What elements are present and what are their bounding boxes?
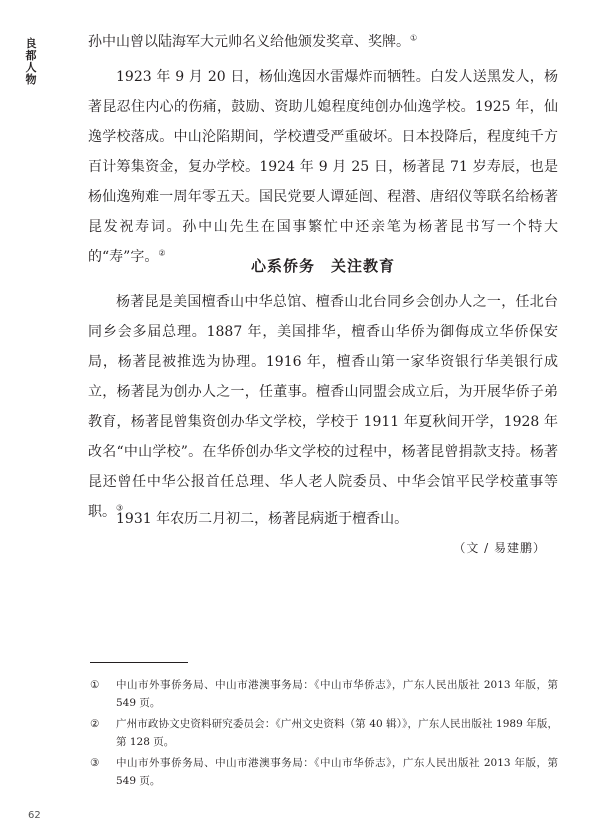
footnote-mark: ① [90,679,100,691]
side-label-char: 人 [25,61,37,74]
footnote-text: 中山市外事侨务局、中山市港澳事务局：《中山市华侨志》，广东人民出版社 2013 年版，第 549 页。 [116,757,558,787]
section-heading: 心系侨务 关注教育 [250,257,395,275]
paragraph-continuation [88,27,558,57]
footnote-item [90,715,558,751]
paragraph-text: 1923 年 9 月 20 日，杨仙逸因水雷爆炸而牺牲。白发人送黑发人，杨著昆忍住内心的伤痛，鼓励、资助儿媳程度纯创办仙逸学校。1925 年，仙逸学校落成。中山沦陷期间，学校遭受严重破坏。日本投降后，程度纯千方百计筹集资金，复办学校。1924 年 9 月 25 日，杨著昆 71 岁寿辰，也是杨仙逸殉难一周年零五天。国民党要人谭延闿、程潜、唐绍仪等联名给杨著昆发祝寿词。孙中山先生在国事繁忙中还亲笔为杨著昆书写一个特大的“寿”字。 [88,69,558,265]
footnote-item [90,676,558,712]
paragraph-yang-xianyi-death [88,62,558,272]
footnote-ref: ③ [116,503,124,513]
footnote-mark: ③ [90,757,100,769]
author-credit: （文 / 易建鹏） [453,541,546,555]
footnote-ref: ② [158,248,166,258]
footnote-text: 中山市外事侨务局、中山市港澳事务局：《中山市华侨志》，广东人民出版社 2013 年版，第 549 页。 [116,679,558,709]
page-number: 62 [28,810,41,821]
footnote-text: 广州市政协文史资料研究委员会：《广州文史资料（第 40 辑）》，广东人民出版社 1989 年版，第 128 页。 [116,718,558,748]
paragraph-text: 1931 年农历二月初二，杨著昆病逝于檀香山。 [116,511,409,527]
side-label-char: 物 [25,73,37,86]
side-label-char: 良 [25,37,37,50]
paragraph-text: 孙中山曾以陆海军大元帅名义给他颁发奖章、奖牌。 [88,34,410,50]
footnote-ref: ① [410,33,418,43]
running-header-side-label [24,38,38,86]
footnote-mark: ② [90,718,100,730]
footnote-item [90,754,558,790]
footnotes [90,676,558,793]
paragraph-text: 杨著昆是美国檀香山中华总馆、檀香山北台同乡会创办人之一，任北台同乡会多届总理。1887 年，美国排华，檀香山华侨为御侮成立华侨保安局，杨著昆被推选为协理。1916 年，檀香山第一家华资银行华美银行成立，杨著昆为创办人之一，任董事。檀香山同盟会成立后，为开展华侨子弟教育，杨著昆曾集资创办华文学校，学校于 1911 年夏秋间开学，1928 年改名“中山学校”。在华侨创办华文学校的过程中，杨著昆曾捐款支持。杨著昆还曾任中华公报首任总理、华人老人院委员、中华会馆平民学校董事等职。 [88,294,558,520]
side-label-char: 都 [25,49,37,62]
paragraph-overseas-affairs [88,287,558,527]
footnote-divider [90,662,188,663]
paragraph-death [88,504,558,534]
